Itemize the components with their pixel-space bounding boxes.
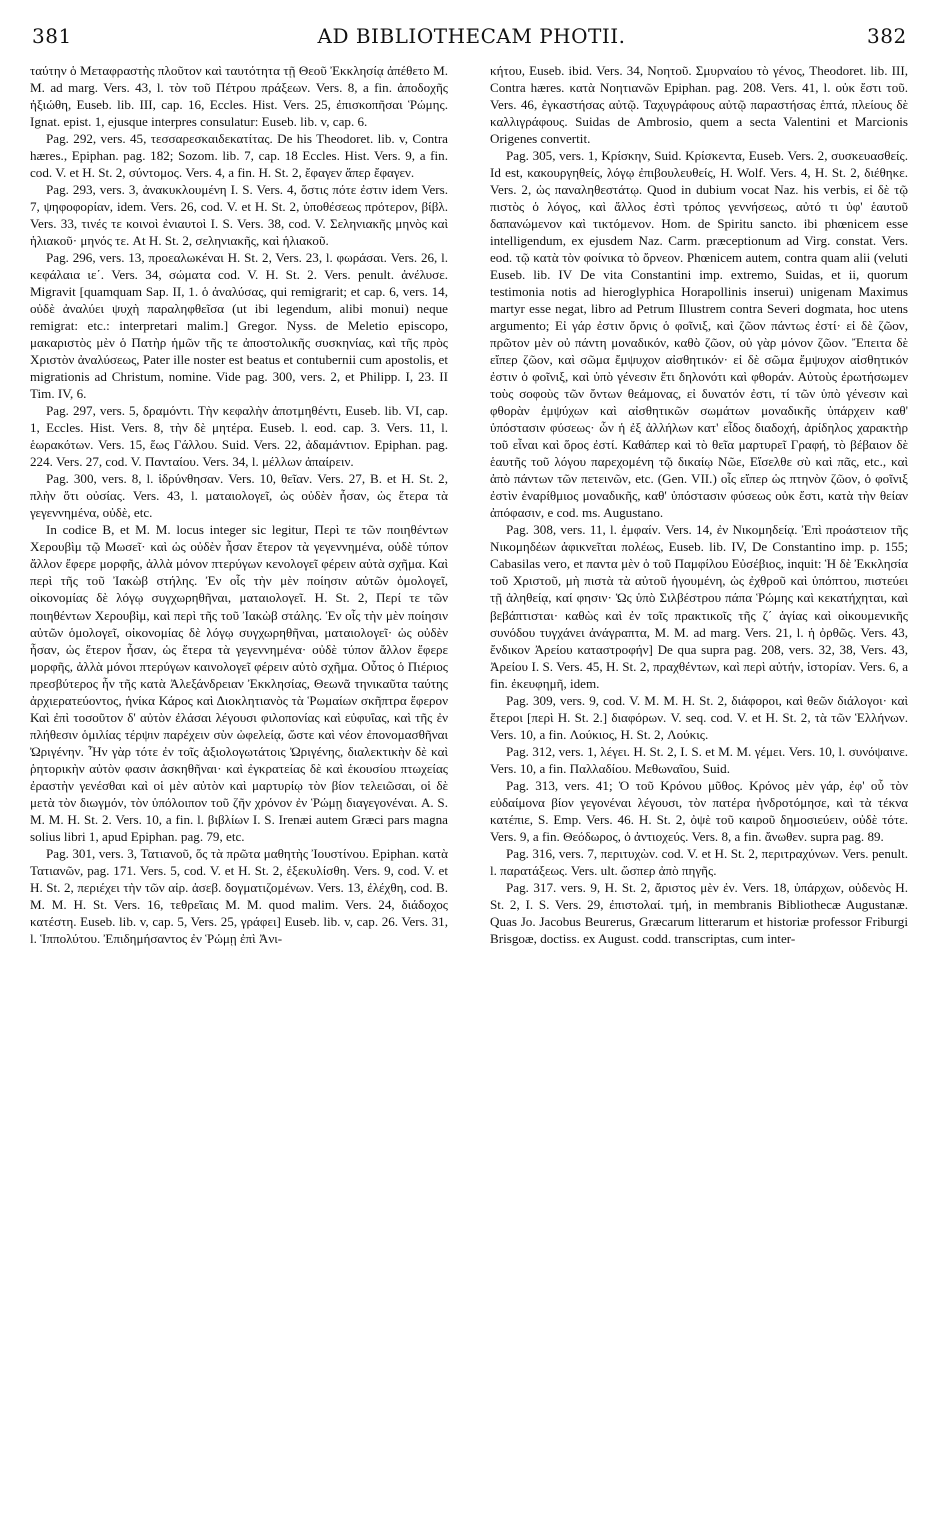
paragraph: Pag. 293, vers. 3, ἀνακυκλουμένη I. S. Vers. 4, ὅστις πότε ἐστιν idem Vers. 7, ψηφοφορίαν, idem. Vers. 26, cod. V. et H. St. 2, ὑποθέσεως πρότερον, βίβλ. Vers. 33, τινές τε κοινοὶ ἐνιαυτοὶ I. S. Vers. 38, cod. V. Σεληνιακῆς μηνὸς καὶ ἡλιακοῦ· μηνός τε. At H. St. 2, σεληνιακῆς, καὶ ἡλιακοῦ. xyxy=(30,182,448,249)
paragraph: Pag. 308, vers. 11, l. ἐμφαίν. Vers. 14, ἐν Νικομηδείᾳ. Ἐπὶ προάστειον τῆς Νικομηδέων ἀφικνεῖται πολέως, Euseb. lib. IV, De Constantino imp. p. 155; Cabasilas vero, et παντα μὲν ὁ τοῦ Παμφίλου Εὐσέβιος, inquit: Ἡ δὲ Ἐκκλησία τοῦ Χριστοῦ, μὴ πιστὰ τὰ αὐτοῦ ἡγουμένη, ὡς ἐχθροῦ καὶ ὑπόπτου, πιστεύει τῇ ἀληθείᾳ, καί φησιν· Ὡς ὑπὸ Σιλβέστρου πάπα Ῥώμης καὶ κεκατήχηται, καὶ βεβάπτισται· καθὼς καὶ ἐν τοῖς πρακτικοῖς τῆς ζ΄ ἁγίας καὶ οἰκουμενικῆς συνόδου τυγχάνει ἀνάγραπτα, M. M. ad marg. Vers. 21, l. ἡ ὀρθῶς. Vers. 43, ἔνδικον Ἀρείου καταστροφήν] De qua supra pag. 208, vers. 32, 38, Vers. 43, Ἀρείου I. S. Vers. 45, H. St. 2, πραχθέντων, καὶ περὶ αὐτήν, ἱστορίαν. Vers. 6, a fin. ἐκευφημῆ, idem. xyxy=(490,522,908,691)
paragraph: Pag. 309, vers. 9, cod. V. M. M. H. St. 2, διάφοροι, καὶ θεῶν διάλογοι· καὶ ἕτεροι [περὶ H. St. 2.] διαφόρων. V. seq. cod. V. et H. St. 2, τὰ τῶν Ἑλλήνων. Vers. 10, a fin. Λούκιος, H. St. 2, Λούκις. xyxy=(490,692,908,742)
paragraph: Pag. 317. vers. 9, H. St. 2, ἄριστος μὲν ἐν. Vers. 18, ὑπάρχων, οὐδενὸς H. St. 2, I. S. Vers. 29, ἐπιστολαί. τμή, in membranis Bibliothecæ Augustanæ. Quas Jo. Jacobus Beurerus, Græcarum litterarum et historiæ professor Friburgi Brisgoæ, doctiss. ex August. codd. transcriptas, cum inter- xyxy=(490,879,908,946)
right-column xyxy=(490,62,908,1527)
paragraph: Pag. 313, vers. 41; Ὁ τοῦ Κρόνου μῦθος. Κρόνος μὲν γάρ, ἐφ' οὗ τὸν εὐδαίμονα βίον γεγονέναι λέγουσι, τὸν πατέρα ἠνδροτόμησε, καὶ τὰ τέκνα κατέπιε, S. Emp. Vers. 46. H. St. 2, ὀψὲ τοῦ καιροῦ δημοσιεύειν, οὐδὲ τότε. Vers. 9, a fin. Θεόδωρος, ὁ ἀντιοχεύς. Vers. 8, a fin. ἄνωθεν. supra pag. 89. xyxy=(490,777,908,844)
paragraph: Pag. 297, vers. 5, δραμόντι. Τὴν κεφαλὴν ἀποτμηθέντι, Euseb. lib. VI, cap. 1, Eccles. Hist. Vers. 8, τὴν δὲ μητέρα. Euseb. l. eod. cap. 3. Vers. 11, l. ἑωρακότων. Vers. 15, ἕως Γάλλου. Suid. Vers. 22, ἀδαμάντιον. Epiphan. pag. 224. Vers. 27, cod. V. Πανταίου. Vers. 34, l. μέλλων ἀπαίρειν. xyxy=(30,403,448,470)
paragraph: ταύτην ὁ Μεταφραστὴς πλοῦτον καὶ ταυτότητα τῇ Θεοῦ Ἐκκλησίᾳ ἀπέθετο M. M. ad marg. Vers. 43, l. τὸν τοῦ Πέτρου πράξεων. Vers. 8, a fin. ἀποδοχῆς ἠξιώθη, Euseb. lib. III, cap. 16, Eccles. Hist. Vers. 25, ἐπισκοπῆσαι Ῥώμης. Ignat. epist. 1, ejusque interpres consulatur: Euseb. lib. v, cap. 6. xyxy=(30,63,448,130)
paragraph: Pag. 301, vers. 3, Τατιανοῦ, ὅς τὰ πρῶτα μαθητὴς Ἰουστίνου. Epiphan. κατὰ Τατιανῶν, pag. 171. Vers. 5, cod. V. et H. St. 2, ἐξεκυλίσθη. Vers. 9, cod. V. et H. St. 2, περιέχει τὴν τῶν αἱρ. ἀσεβ. δογματιζομένων. Vers. 13, ἐλέχθη, cod. B. M. M. H. St. Vers. 16, τεθρεῖαις M. M. quod malim. Vers. 24, διάδοχος κατέστη. Euseb. lib. v, cap. 5, Vers. 25, γράφει] Euseb. lib. v, cap. 26. Vers. 31, l. Ἱππολύτου. Ἐπιδημήσαντος ἐν Ῥώμῃ ἐπὶ Ἀνι- xyxy=(30,845,448,946)
paragraph: κήτου, Euseb. ibid. Vers. 34, Νοητοῦ. Σμυρναίου τὸ γένος, Theodoret. lib. III, Contra hæres. κατὰ Νοητιανῶν Epiphan. pag. 208. Vers. 41, l. οὐκ ἔστι τοῦ. Vers. 46, ἐγκαστήσας αὐτῷ. Ταχυγράφους αὐτῷ παραστήσας ἑπτά, πλείους δὲ καλλιγράφους. Suidas de Ambrosio, quem a secta Valentini et Marcionis Origenes convertit. xyxy=(490,63,908,147)
page-number-right: 382 xyxy=(867,24,907,48)
page-number-left: 381 xyxy=(32,24,72,48)
paragraph: Pag. 296, vers. 13, προεαλωκέναι H. St. 2, Vers. 23, l. φωράσαι. Vers. 26, l. κεφάλαια ιε΄. Vers. 34, σώματα cod. V. H. St. 2. Vers. penult. ἀνέλυσε. Migravit [quamquam Sap. II, 1. ὁ ἀναλύσας, qui remigrarit; et cap. 6, vers. 14, οὐδὲ ἀναλύει ψυχὴ παραληφθεῖσα (ut ibi legendum, alibi monui) neque remigrat: etc.: interpretari malim.] Gregor. Nyss. de Meletio episcopo, μακαριστὸς μὲν ὁ Πατὴρ ἡμῶν τῆς τε ἀποστολικῆς συσκηνίας, καὶ τῆς πρὸς Χριστὸν ἀναλύσεως, Pater ille noster est beatus et contubernii cum apostolis, et migrationis ad Christum, nomine. Vide pag. 300, vers. 2, et Philipp. I, 23. II Tim. IV, 6. xyxy=(30,250,448,402)
paragraph: Pag. 300, vers. 8, l. ἱδρύνθησαν. Vers. 10, θεῖαν. Vers. 27, B. et H. St. 2, πλὴν ὅτι οὐσίας. Vers. 43, l. ματαιολογεῖ, ὡς οὐδὲν ἦσαν, ὡς ἕτερα τὰ γεγεννημένα, οὐδὲ, etc. xyxy=(30,471,448,521)
paragraph: Pag. 305, vers. 1, Κρίσκην, Suid. Κρίσκεντα, Euseb. Vers. 2, συσκευασθείς. Id est, κακουργηθείς, λόγῳ ἐπιβουλευθείς, H. Wolf. Vers. 4, H. St. 2, διέθηκε. Vers. 2, ὡς παναληθεστάτῳ. Quod in dubium vocat Naz. his verbis, εἰ δὲ τῷ πιστὸς ὁ λόγος, καὶ ἄλλος ἐστὶ τρόπος γεννήσεως, αὐτό τι ὑφ' ἑαυτοῦ δαπανώμενον καὶ τικτόμενον. Hom. de Spiritu sancto. ibi phœnicem esse intelligendum, ex ejusdem Naz. Carm. præceptionum ad Virg. constat. Vers. eod. τῷ κατὰ τὸν φοίνικα τὸ ὄρνεον. Phœnicem autem, contra quam alii (veluti Euseb. lib. IV De vita Constantini imp. extremo, Suidas, et ii, quorum testimonia notis ad hieroglyphica Horapollinis inserui) unigenam Maximus martyr esse negat, libro ad Petrum Illustrem contra Severi dogmata, hoc utens argumento; Εἰ γάρ ἐστιν ὄρνις ὁ φοῖνιξ, καὶ ζῶον πάντως ἐστί· εἰ δὲ ζῶον, πρῶτον μὲν οὐ πάντη μοναδικόν, καθὸ ζῶον, οὐ γὰρ μόνον ζῶον. Ἔπειτα δὲ εἴπερ ζῶον, καὶ σῶμα ἔμψυχον αἰσθητικόν· εἰ δὲ σῶμα ἔμψυχον αἰσθητικόν ἐστιν ὁ φοῖνιξ, καὶ ὑπὸ γένεσιν ἔτι δηλονότι καὶ φθοράν. Αὐτοὺς ἐρωτήσωμεν τοὺς σοφοὺς τῶν ὄντων θεάμονας, εἰ δυνατόν ἐστι, τί τῶν ὑπὸ γένεσιν καὶ φθορὰν ἐμψύχων καὶ αἰσθητικῶν σωμάτων μοναδικῆς ὑπάρχειν καθ' ὑπόστασιν φύσεως· ὧν ἡ ἐξ ἀλλήλων κατ' εἶδος διαδοχή, ἀρίδηλος χαρακτὴρ τοῦ εἶναι καὶ ὅρος ἐστί. Καθάπερ καὶ τὸ θεῖα μαρτυρεῖ Γραφή, τὸ βέβαιον δὲ ἑαυτῆς τοῦ λόγου παρεχομένη τῷ δικαίῳ Νῶε, Εἴσελθε σὺ καὶ πᾶς, etc., καὶ ἀπὸ πάντων τῶν πετεινῶν, etc. (Gen. VII.) οἷς εἴπερ ὡς πτηνὸν ζῶον, ὁ φοῖνιξ ἐστὶν ἐναρίθμιος μοναδικῆς, καθ' ὑπόστασιν φύσεως οὐκ ἔστι, κατὰ τὴν θείαν ἀπόφασιν, e cod. ms. Augustano. xyxy=(490,148,908,521)
paragraph: Pag. 292, vers. 45, τεσσαρεσκαιδεκατίτας. De his Theodoret. lib. v, Contra hæres., Epiphan. pag. 182; Sozom. lib. 7, cap. 18 Eccles. Hist. Vers. 9, a fin. cod. V. et H. St. 2, σύντομος. Vers. 4, a fin. H. St. 2, ἔφαγεν ἅπερ ἔφαγεν. xyxy=(30,131,448,181)
left-column xyxy=(30,62,448,1527)
paragraph: Pag. 312, vers. 1, λέγει. H. St. 2, I. S. et M. M. γέμει. Vers. 10, l. συνόψαινε. Vers. 10, a fin. Παλλαδίου. Μεθωναῖου, Suid. xyxy=(490,743,908,776)
running-title: AD BIBLIOTHECAM PHOTII. xyxy=(317,24,626,48)
paragraph: Pag. 316, vers. 7, περιτυχὼν. cod. V. et H. St. 2, περιτραχύνων. Vers. penult. l. παρατάξεως. Vers. ult. ὥσπερ ἀπὸ πηγῆς. xyxy=(490,845,908,878)
paragraph: In codice B, et M. M. locus integer sic legitur, Περὶ τε τῶν ποιηθέντων Χερουβὶμ τῷ Μωσεῖ· καὶ ὡς οὐδὲν ἦσαν ἕτερον τὰ γεγεννημένα, οὐδὲ τύπον ἄλλον ἔφερε μορφῆς, ἀλλὰ μόνον πτερύγων κενολογεῖ φέρειν αὐτὰ σχῆμα. Καὶ περὶ τῆς τοῦ Ἰακὼβ στήλης. Ἐν οἷς τὴν μὲν ποίησιν αὐτῶν ὁμολογεῖ, οἰκονομίας δὲ λόγῳ συγχωρηθῆναι, ματαιολογεῖ. H. St. 2, Περί τε τῶν ποιηθέντων Χερουβὶμ, καὶ περὶ τῆς τοῦ Ἰακὼβ στάλης. Ἐν οἷς τὴν μὲν ποίησιν αὐτῶν ὁμολογεῖ, οἰκονομίας δὲ λόγῳ συγχωρηθῆναι, ματαιολογεῖ· ὡς οὐδὲν ἦσαν, ὡς ἕτερον ἦσαν, ὡς ἕτερα τὰ γεγεννημένα· οὐδὲ τύπον ἄλλον ἔφερε μορφῆς, ἀλλὰ μόνοι πτερύγων καινολογεῖ φέρειν αὐτὸ σχῆμα. Οὗτος ὁ Πιέριος πρεσβύτερος ἦν τῆς κατὰ Ἀλεξάνδρειαν Ἐκκλησίας, Θεωνᾶ τηνικαῦτα ταύτης ἀρχιερατεύοντος, ἡνίκα Κάρος καὶ Διοκλητιανὸς τὰ Ῥωμαίων σκῆπτρα ἔφερον Καὶ ἐπὶ τοσοῦτον δ' αὐτὸν ἐλάσαι λέγουσι φιλοπονίας καὶ εὐφυΐας, καὶ τῆς ἐν πλήθεσιν ὁμιλίας τέρψιν παρέχειν σὺν ὠφελείᾳ, ὥστε καὶ νέον ἐπονομασθῆναι Ὠριγένην. Ἦν γὰρ τότε ἐν τοῖς ἀξιολογωτάτοις Ὠριγένης, διαλεκτικὴν δὲ καὶ ῥητορικὴν αὐτὸν φασιν ἀσκηθῆναι· καὶ ἐγκρατείας δὲ καὶ ἑκουσίου πτωχείας ἐραστὴν γενέσθαι καὶ οἱ μὲν αὐτὸν καὶ μαρτυρίῳ τὸν βίον τελειῶσαι, οἱ δὲ μετὰ τὸν διωγμόν, τὸν ὑπόλοιπον τοῦ ζῆν χρόνον ἐν Ῥώμῃ διαγεγονέναι. A. S. M. M. H. St. 2. Vers. 10, a fin. l. βιβλίων I. S. Irenæi autem Græci pars magna solius libri 1, apud Epiphan. pag. 79, etc. xyxy=(30,522,448,844)
running-header xyxy=(0,10,943,54)
